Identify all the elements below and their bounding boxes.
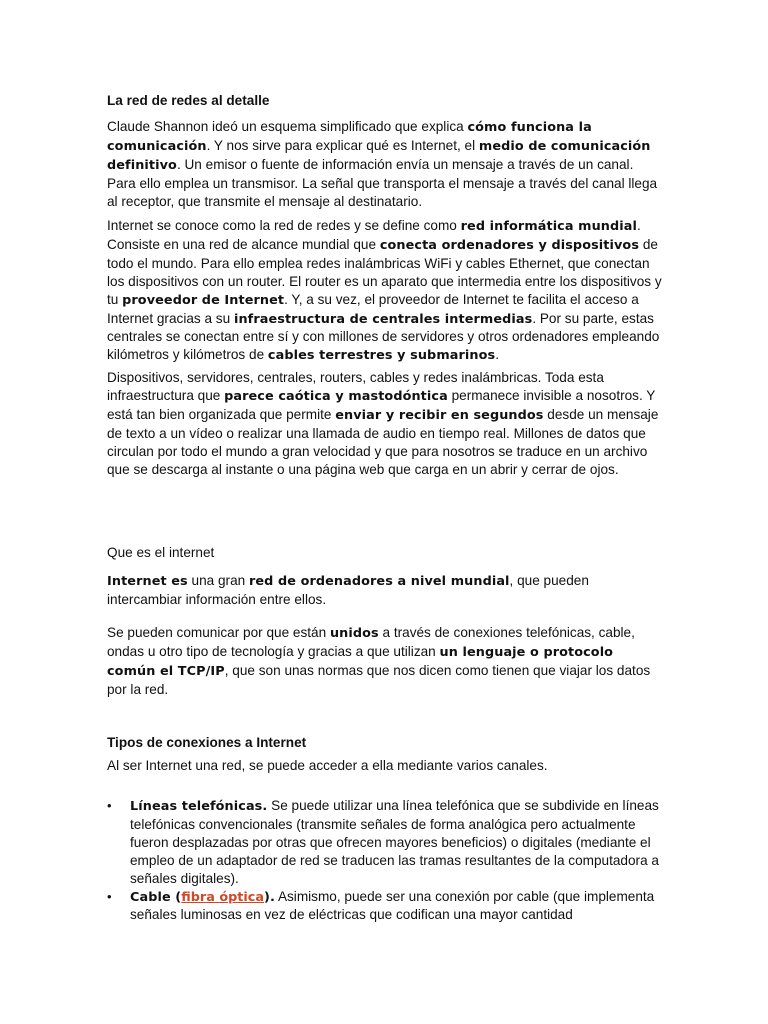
- connection-types-list: [107, 797, 663, 924]
- bold-text: infraestructura de centrales intermedias: [233, 311, 533, 327]
- paragraph-internet-definicion: [107, 217, 663, 365]
- bold-text: proveedor de Internet: [122, 292, 285, 308]
- text-run: a través de conexiones telefónicas, cable, ondas u otro tipo de tecnología y gracias a que utilizan: [107, 625, 635, 659]
- text-run: Claude Shannon ideó un esquema simplificado que explica: [107, 119, 468, 134]
- text-run: . Por su parte, estas centrales se conectan entre sí y con millones de servidores y otros ordenadores empleando kilómetros y kilómetros de: [107, 310, 660, 363]
- text-run: permanece invisible a nosotros. Y está tan bien organizada que permite: [107, 387, 656, 422]
- list-item-text: [130, 889, 654, 923]
- bold-text: red informática mundial: [460, 219, 637, 234]
- bold-text: conecta ordenadores y dispositivos: [379, 237, 640, 253]
- bold-text: Internet es: [107, 574, 188, 589]
- fibra-optica-link[interactable]: fibra óptica: [181, 889, 264, 905]
- paragraph-tcp-ip: [107, 624, 663, 699]
- text-run: . Y nos sirve para explicar qué es Internet, el: [206, 137, 479, 153]
- text-run: Se pueden comunicar por que están: [107, 625, 330, 640]
- bold-text: cómo funciona la comunicación: [107, 120, 592, 154]
- text-run: una gran: [187, 573, 249, 588]
- text-run: . Un emisor o fuente de información envía un mensaje a través de un canal. Para ello emplea un transmisor. La señal que transporta el mensaje a través del canal llega al receptor, que transmite el mensaje al destinatario.: [107, 156, 658, 209]
- bold-text: enviar y recibir en segundos: [335, 407, 544, 423]
- text-run: . Y, a su vez, el proveedor de Internet te facilita el acceso a Internet gracias a su: [107, 291, 639, 326]
- paragraph-internet-es: [107, 572, 663, 609]
- paragraph-infraestructura: [107, 369, 663, 478]
- text-run: Dispositivos, servidores, centrales, routers, cables y redes inalámbricas. Toda esta infraestructura que: [107, 370, 604, 403]
- bold-text: parece caótica y mastodóntica: [224, 388, 448, 404]
- bullet-icon: •: [107, 888, 112, 904]
- paragraph-shannon: [107, 118, 663, 211]
- text-run: Internet se conoce como la red de redes y se define como: [107, 218, 461, 233]
- section-title-tipos-conexiones: Tipos de conexiones a Internet: [107, 735, 307, 750]
- bold-text: un lenguaje o protocolo común el TCP/IP: [107, 644, 614, 679]
- bold-text: unidos: [329, 626, 379, 641]
- bold-text: medio de comunicación definitivo: [107, 138, 651, 173]
- paragraph-tipos-intro: Al ser Internet una red, se puede acceder a ella mediante varios canales.: [107, 758, 548, 773]
- text-run: Se puede utilizar una línea telefónica que se subdivide en líneas telefónicas convencionales (transmite señales de forma analógica pero actualmente fueron desplazadas por otras que ofrecen mayores beneficios) o digitales (mediante el empleo de un adaptador de red se traducen las tramas resultantes de la computadora a señales digitales).: [130, 798, 659, 886]
- text-run: , que pueden intercambiar información entre ellos.: [107, 573, 589, 607]
- list-item-cable: [107, 888, 663, 925]
- text-run: de todo el mundo. Para ello emplea redes inalámbricas WiFi y cables Ethernet, que conectan los dispositivos con un router. El router es un aparato que intermedia entre los dispositivos y tu: [107, 236, 662, 307]
- bold-text: Líneas telefónicas.: [130, 799, 268, 814]
- bold-text: Cable (: [130, 889, 182, 905]
- list-item-text: [130, 798, 659, 886]
- text-run: , que son unas normas que nos dicen como tienen que viajar los datos por la red.: [107, 662, 651, 697]
- bold-text: cables terrestres y submarinos: [267, 348, 496, 364]
- bold-text: red de ordenadores a nivel mundial: [248, 574, 510, 589]
- text-run: Asimismo, puede ser una conexión por cable (que implementa señales luminosas en vez de eléctricas que codifican una mayor cantidad: [130, 888, 655, 923]
- section-title-red-de-redes: La red de redes al detalle: [107, 93, 270, 108]
- list-item-lineas-telefonicas: [107, 797, 663, 888]
- text-run: .: [495, 347, 499, 363]
- section-title-que-es-internet: Que es el internet: [107, 545, 215, 560]
- bullet-icon: •: [107, 798, 112, 813]
- text-run: desde un mensaje de texto a un vídeo o realizar una llamada de audio en tiempo real. Millones de datos que circulan por todo el mundo a gran velocidad y que para nosotros se traduce en un archivo que se descarga al instante o una página web que carga en un abrir y cerrar de ojos.: [107, 406, 659, 477]
- bold-text: ).: [264, 889, 275, 905]
- text-run: . Consiste en una red de alcance mundial que: [107, 218, 641, 252]
